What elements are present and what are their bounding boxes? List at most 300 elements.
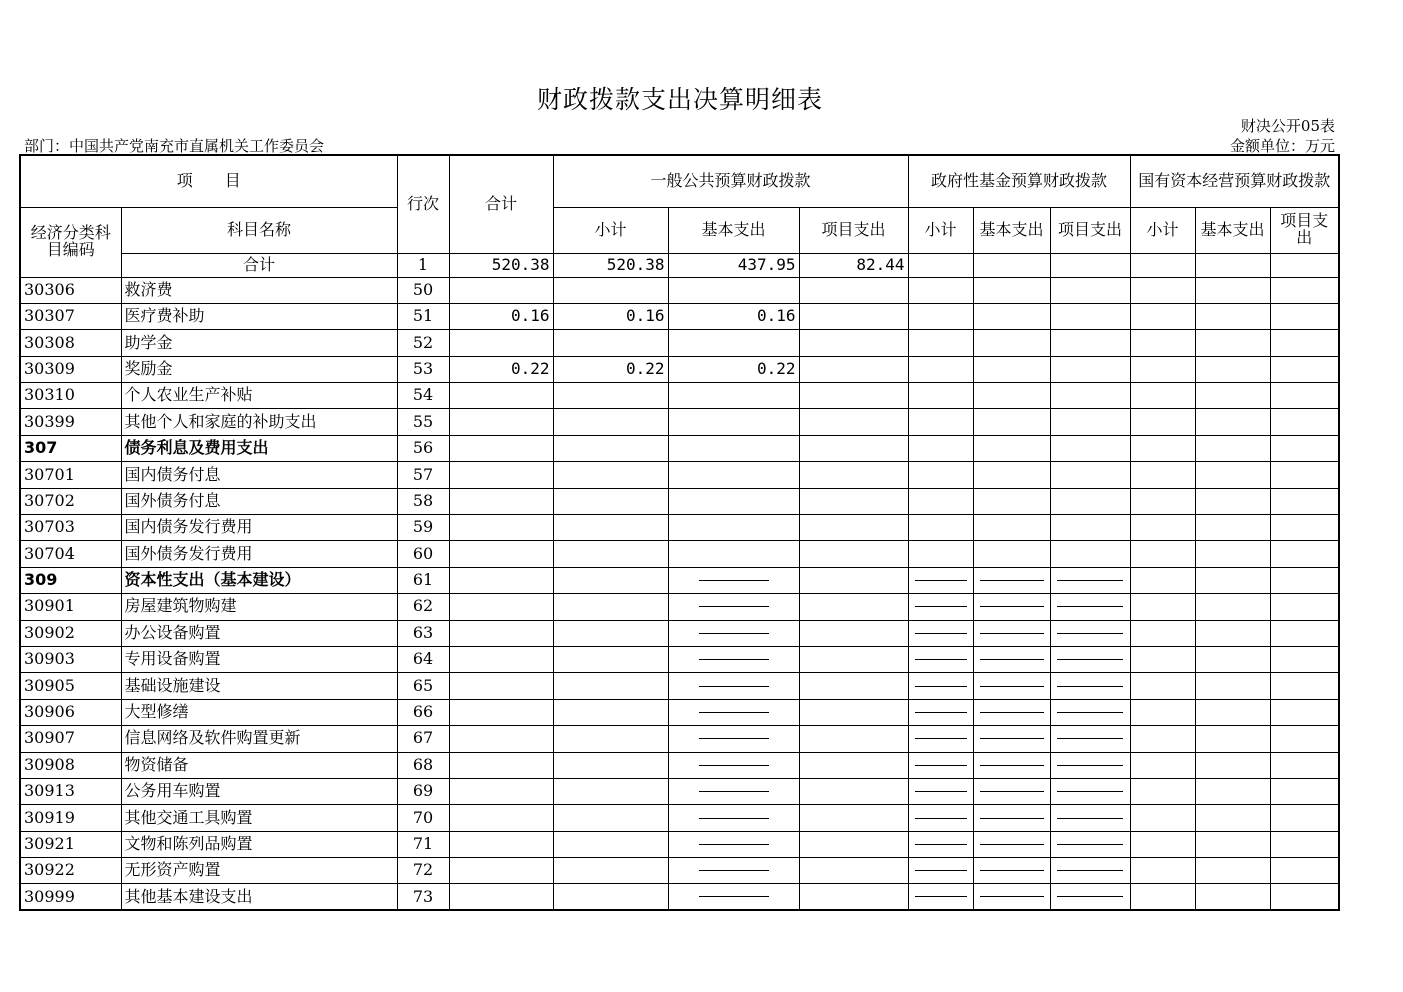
- row-number: 64: [397, 646, 449, 672]
- row-name: 资本性支出（基本建设）: [121, 567, 397, 593]
- total-row-state-basic: [1195, 253, 1270, 277]
- row-state-project: [1270, 330, 1339, 356]
- row-general-basic: [668, 699, 799, 725]
- row-fund-subtotal: [908, 330, 973, 356]
- row-number: 51: [397, 303, 449, 329]
- dash-mark: [915, 606, 967, 607]
- total-row-total: 520.38: [449, 253, 553, 277]
- table-row: [20, 805, 1339, 831]
- row-state-basic: [1195, 567, 1270, 593]
- row-general-project: [799, 752, 908, 778]
- row-state-basic: [1195, 356, 1270, 382]
- row-fund-basic: [973, 409, 1050, 435]
- department-label: 部门：中国共产党南充市直属机关工作委员会: [24, 137, 325, 155]
- row-state-basic: [1195, 330, 1270, 356]
- page-title: 财政拨款支出决算明细表: [536, 85, 823, 114]
- header-total: 合计: [449, 155, 553, 253]
- row-name: 奖励金: [121, 356, 397, 382]
- row-name: 专用设备购置: [121, 646, 397, 672]
- dash-mark: [915, 870, 967, 871]
- row-total: [449, 383, 553, 409]
- row-general-project: [799, 488, 908, 514]
- row-state-basic: [1195, 409, 1270, 435]
- dash-mark: [1057, 738, 1123, 739]
- row-fund-subtotal: [908, 726, 973, 752]
- row-name: 基础设施建设: [121, 673, 397, 699]
- row-total: [449, 541, 553, 567]
- row-number: 63: [397, 620, 449, 646]
- dash-mark: [915, 686, 967, 687]
- row-general-basic: [668, 462, 799, 488]
- row-code: 30702: [20, 488, 121, 514]
- row-fund-project: [1050, 831, 1130, 857]
- row-general-basic: [668, 435, 799, 461]
- row-name: 其他个人和家庭的补助支出: [121, 409, 397, 435]
- row-state-subtotal: [1130, 435, 1195, 461]
- row-general-basic: [668, 778, 799, 804]
- row-state-project: [1270, 462, 1339, 488]
- row-general-project: [799, 699, 908, 725]
- row-state-basic: [1195, 752, 1270, 778]
- row-state-project: [1270, 383, 1339, 409]
- row-state-basic: [1195, 805, 1270, 831]
- row-fund-subtotal: [908, 752, 973, 778]
- row-state-basic: [1195, 462, 1270, 488]
- row-state-project: [1270, 620, 1339, 646]
- row-code: 30701: [20, 462, 121, 488]
- table-row: [20, 303, 1339, 329]
- row-name: 医疗费补助: [121, 303, 397, 329]
- table-row: [20, 646, 1339, 672]
- row-general-project: [799, 805, 908, 831]
- row-code: 30310: [20, 383, 121, 409]
- row-fund-subtotal: [908, 488, 973, 514]
- row-name: 债务利息及费用支出: [121, 435, 397, 461]
- table-row: [20, 726, 1339, 752]
- row-fund-project: [1050, 541, 1130, 567]
- row-general-project: [799, 330, 908, 356]
- row-general-project: [799, 594, 908, 620]
- row-code: 30906: [20, 699, 121, 725]
- row-code: 30999: [20, 884, 121, 910]
- row-state-subtotal: [1130, 620, 1195, 646]
- table-row: [20, 884, 1339, 910]
- header-general-project: 项目支出: [799, 207, 908, 253]
- row-general-subtotal: [553, 567, 668, 593]
- row-state-basic: [1195, 699, 1270, 725]
- row-fund-project: [1050, 303, 1130, 329]
- row-general-basic: 0.22: [668, 356, 799, 382]
- row-name: 文物和陈列品购置: [121, 831, 397, 857]
- row-fund-subtotal: [908, 277, 973, 303]
- row-total: [449, 277, 553, 303]
- row-fund-basic: [973, 646, 1050, 672]
- row-general-project: [799, 646, 908, 672]
- table-row: [20, 752, 1339, 778]
- row-state-subtotal: [1130, 778, 1195, 804]
- row-fund-subtotal: [908, 541, 973, 567]
- row-fund-subtotal: [908, 594, 973, 620]
- dash-mark: [915, 712, 967, 713]
- row-fund-subtotal: [908, 884, 973, 910]
- row-total: [449, 567, 553, 593]
- row-number: 59: [397, 515, 449, 541]
- row-name: 国内债务发行费用: [121, 515, 397, 541]
- row-fund-basic: [973, 303, 1050, 329]
- row-general-basic: [668, 752, 799, 778]
- row-fund-basic: [973, 805, 1050, 831]
- row-fund-basic: [973, 620, 1050, 646]
- dash-mark: [699, 712, 769, 713]
- row-state-project: [1270, 778, 1339, 804]
- row-fund-basic: [973, 778, 1050, 804]
- dash-mark: [699, 896, 769, 897]
- dash-mark: [915, 818, 967, 819]
- row-general-basic: [668, 620, 799, 646]
- row-fund-basic: [973, 884, 1050, 910]
- row-general-basic: [668, 646, 799, 672]
- row-state-project: [1270, 726, 1339, 752]
- header-code: 经济分类科目编码: [20, 207, 121, 277]
- row-general-subtotal: [553, 620, 668, 646]
- row-general-project: [799, 831, 908, 857]
- row-state-subtotal: [1130, 884, 1195, 910]
- row-general-basic: [668, 515, 799, 541]
- row-state-project: [1270, 356, 1339, 382]
- row-number: 62: [397, 594, 449, 620]
- dash-mark: [1057, 633, 1123, 634]
- row-general-basic: [668, 330, 799, 356]
- row-fund-project: [1050, 646, 1130, 672]
- table-row: [20, 330, 1339, 356]
- row-name: 国内债务付息: [121, 462, 397, 488]
- row-general-project: [799, 858, 908, 884]
- row-total: [449, 699, 553, 725]
- row-state-basic: [1195, 673, 1270, 699]
- row-general-basic: [668, 673, 799, 699]
- dash-mark: [699, 606, 769, 607]
- row-fund-project: [1050, 330, 1130, 356]
- total-row-project: 82.44: [799, 253, 908, 277]
- row-general-subtotal: [553, 594, 668, 620]
- row-state-subtotal: [1130, 515, 1195, 541]
- row-fund-basic: [973, 673, 1050, 699]
- dash-mark: [915, 659, 967, 660]
- table-row: [20, 488, 1339, 514]
- row-state-project: [1270, 488, 1339, 514]
- unit-label: 金额单位：万元: [1229, 137, 1335, 155]
- row-fund-project: [1050, 699, 1130, 725]
- row-general-basic: [668, 594, 799, 620]
- row-general-basic: [668, 409, 799, 435]
- table-row: [20, 858, 1339, 884]
- row-total: [449, 488, 553, 514]
- row-number: 70: [397, 805, 449, 831]
- row-fund-basic: [973, 699, 1050, 725]
- row-general-project: [799, 383, 908, 409]
- row-state-project: [1270, 303, 1339, 329]
- row-state-subtotal: [1130, 831, 1195, 857]
- header-item: 项 目: [20, 155, 397, 207]
- row-code: 30703: [20, 515, 121, 541]
- row-fund-subtotal: [908, 515, 973, 541]
- row-name: 信息网络及软件购置更新: [121, 726, 397, 752]
- row-number: 54: [397, 383, 449, 409]
- row-state-project: [1270, 858, 1339, 884]
- row-fund-basic: [973, 277, 1050, 303]
- row-general-subtotal: [553, 831, 668, 857]
- row-state-project: [1270, 805, 1339, 831]
- row-code: 307: [20, 435, 121, 461]
- table-row: [20, 673, 1339, 699]
- row-state-basic: [1195, 884, 1270, 910]
- row-state-basic: [1195, 778, 1270, 804]
- row-number: 55: [397, 409, 449, 435]
- row-total: [449, 884, 553, 910]
- row-fund-subtotal: [908, 620, 973, 646]
- dash-mark: [980, 738, 1044, 739]
- row-fund-subtotal: [908, 435, 973, 461]
- row-state-project: [1270, 673, 1339, 699]
- header-fund-subtotal: 小计: [908, 207, 973, 253]
- row-total: [449, 620, 553, 646]
- row-general-project: [799, 435, 908, 461]
- row-state-basic: [1195, 858, 1270, 884]
- row-total: [449, 435, 553, 461]
- dash-mark: [980, 765, 1044, 766]
- row-state-basic: [1195, 277, 1270, 303]
- row-state-subtotal: [1130, 277, 1195, 303]
- table-row: [20, 462, 1339, 488]
- row-fund-project: [1050, 383, 1130, 409]
- row-general-subtotal: [553, 515, 668, 541]
- row-fund-basic: [973, 488, 1050, 514]
- dash-mark: [980, 870, 1044, 871]
- row-total: [449, 752, 553, 778]
- row-general-basic: [668, 488, 799, 514]
- row-state-subtotal: [1130, 330, 1195, 356]
- dash-mark: [699, 686, 769, 687]
- row-code: 30902: [20, 620, 121, 646]
- row-total: [449, 646, 553, 672]
- row-code: 30903: [20, 646, 121, 672]
- row-general-subtotal: 0.22: [553, 356, 668, 382]
- row-general-subtotal: [553, 646, 668, 672]
- row-general-subtotal: [553, 699, 668, 725]
- row-name: 个人农业生产补贴: [121, 383, 397, 409]
- row-state-basic: [1195, 541, 1270, 567]
- row-fund-subtotal: [908, 356, 973, 382]
- row-state-basic: [1195, 383, 1270, 409]
- row-general-basic: [668, 541, 799, 567]
- row-state-subtotal: [1130, 858, 1195, 884]
- row-state-project: [1270, 884, 1339, 910]
- table-row: [20, 435, 1339, 461]
- row-number: 67: [397, 726, 449, 752]
- row-name: 无形资产购置: [121, 858, 397, 884]
- row-fund-basic: [973, 383, 1050, 409]
- row-general-subtotal: [553, 778, 668, 804]
- row-total: [449, 726, 553, 752]
- row-fund-project: [1050, 673, 1130, 699]
- row-number: 68: [397, 752, 449, 778]
- row-general-subtotal: [553, 383, 668, 409]
- row-fund-subtotal: [908, 805, 973, 831]
- row-fund-subtotal: [908, 778, 973, 804]
- dash-mark: [980, 818, 1044, 819]
- dash-mark: [980, 712, 1044, 713]
- row-state-subtotal: [1130, 594, 1195, 620]
- total-row-fund-basic: [973, 253, 1050, 277]
- row-general-basic: [668, 277, 799, 303]
- row-general-project: [799, 515, 908, 541]
- dash-mark: [1057, 818, 1123, 819]
- dash-mark: [1057, 896, 1123, 897]
- row-general-subtotal: [553, 673, 668, 699]
- row-state-subtotal: [1130, 567, 1195, 593]
- row-state-basic: [1195, 594, 1270, 620]
- row-number: 65: [397, 673, 449, 699]
- row-fund-project: [1050, 409, 1130, 435]
- row-general-project: [799, 303, 908, 329]
- row-fund-subtotal: [908, 409, 973, 435]
- row-total: [449, 515, 553, 541]
- dash-mark: [980, 896, 1044, 897]
- row-general-subtotal: [553, 409, 668, 435]
- dash-mark: [980, 659, 1044, 660]
- row-state-subtotal: [1130, 673, 1195, 699]
- row-general-project: [799, 356, 908, 382]
- row-code: 30913: [20, 778, 121, 804]
- header-general-subtotal: 小计: [553, 207, 668, 253]
- row-general-subtotal: 0.16: [553, 303, 668, 329]
- row-code: 30704: [20, 541, 121, 567]
- dash-mark: [699, 659, 769, 660]
- row-state-basic: [1195, 303, 1270, 329]
- row-fund-subtotal: [908, 858, 973, 884]
- row-state-subtotal: [1130, 356, 1195, 382]
- header-state-capital: 国有资本经营预算财政拨款: [1130, 155, 1339, 207]
- total-row-fund-project: [1050, 253, 1130, 277]
- dash-mark: [699, 818, 769, 819]
- row-state-subtotal: [1130, 409, 1195, 435]
- table-row: [20, 699, 1339, 725]
- row-fund-basic: [973, 435, 1050, 461]
- dash-mark: [1057, 844, 1123, 845]
- total-row-subtotal: 520.38: [553, 253, 668, 277]
- row-state-subtotal: [1130, 303, 1195, 329]
- row-general-project: [799, 409, 908, 435]
- row-state-basic: [1195, 515, 1270, 541]
- row-state-basic: [1195, 488, 1270, 514]
- row-general-subtotal: [553, 884, 668, 910]
- row-general-project: [799, 277, 908, 303]
- dash-mark: [915, 633, 967, 634]
- row-name: 助学金: [121, 330, 397, 356]
- dash-mark: [1057, 606, 1123, 607]
- dash-mark: [915, 765, 967, 766]
- dash-mark: [699, 844, 769, 845]
- dash-mark: [699, 633, 769, 634]
- row-fund-project: [1050, 488, 1130, 514]
- row-total: [449, 462, 553, 488]
- row-code: 30308: [20, 330, 121, 356]
- dash-mark: [1057, 765, 1123, 766]
- header-general-basic: 基本支出: [668, 207, 799, 253]
- row-fund-project: [1050, 858, 1130, 884]
- row-name: 国外债务发行费用: [121, 541, 397, 567]
- row-fund-project: [1050, 594, 1130, 620]
- table-row: [20, 277, 1339, 303]
- row-general-subtotal: [553, 726, 668, 752]
- dash-mark: [915, 791, 967, 792]
- table-row: [20, 383, 1339, 409]
- row-fund-project: [1050, 462, 1130, 488]
- header-fund-project: 项目支出: [1050, 207, 1130, 253]
- row-state-basic: [1195, 831, 1270, 857]
- row-general-subtotal: [553, 752, 668, 778]
- row-fund-project: [1050, 515, 1130, 541]
- dash-mark: [915, 896, 967, 897]
- row-name: 公务用车购置: [121, 778, 397, 804]
- row-name: 物资储备: [121, 752, 397, 778]
- row-general-subtotal: [553, 488, 668, 514]
- row-state-subtotal: [1130, 383, 1195, 409]
- row-state-subtotal: [1130, 805, 1195, 831]
- row-total: [449, 858, 553, 884]
- row-state-project: [1270, 699, 1339, 725]
- row-general-subtotal: [553, 858, 668, 884]
- dash-mark: [1057, 870, 1123, 871]
- row-code: 30309: [20, 356, 121, 382]
- row-name: 其他交通工具购置: [121, 805, 397, 831]
- row-total: 0.22: [449, 356, 553, 382]
- row-fund-project: [1050, 435, 1130, 461]
- row-state-basic: [1195, 620, 1270, 646]
- row-number: 66: [397, 699, 449, 725]
- row-fund-project: [1050, 884, 1130, 910]
- row-total: [449, 409, 553, 435]
- row-fund-project: [1050, 277, 1130, 303]
- row-general-project: [799, 778, 908, 804]
- row-state-project: [1270, 594, 1339, 620]
- row-state-project: [1270, 515, 1339, 541]
- row-number: 58: [397, 488, 449, 514]
- row-state-project: [1270, 646, 1339, 672]
- form-number: 财决公开05表: [1240, 117, 1335, 135]
- row-code: 30922: [20, 858, 121, 884]
- row-general-project: [799, 726, 908, 752]
- row-general-basic: [668, 884, 799, 910]
- table-row: [20, 567, 1339, 593]
- row-fund-subtotal: [908, 383, 973, 409]
- total-row-fund-subtotal: [908, 253, 973, 277]
- row-fund-basic: [973, 831, 1050, 857]
- dash-mark: [1057, 791, 1123, 792]
- dash-mark: [1057, 659, 1123, 660]
- dash-mark: [1057, 712, 1123, 713]
- row-code: 30399: [20, 409, 121, 435]
- row-number: 60: [397, 541, 449, 567]
- table-row: [20, 409, 1339, 435]
- row-fund-basic: [973, 567, 1050, 593]
- header-state-project: 项目支出: [1270, 207, 1339, 253]
- row-fund-basic: [973, 752, 1050, 778]
- dash-mark: [1057, 580, 1123, 581]
- row-number: 71: [397, 831, 449, 857]
- dash-mark: [699, 765, 769, 766]
- row-code: 30908: [20, 752, 121, 778]
